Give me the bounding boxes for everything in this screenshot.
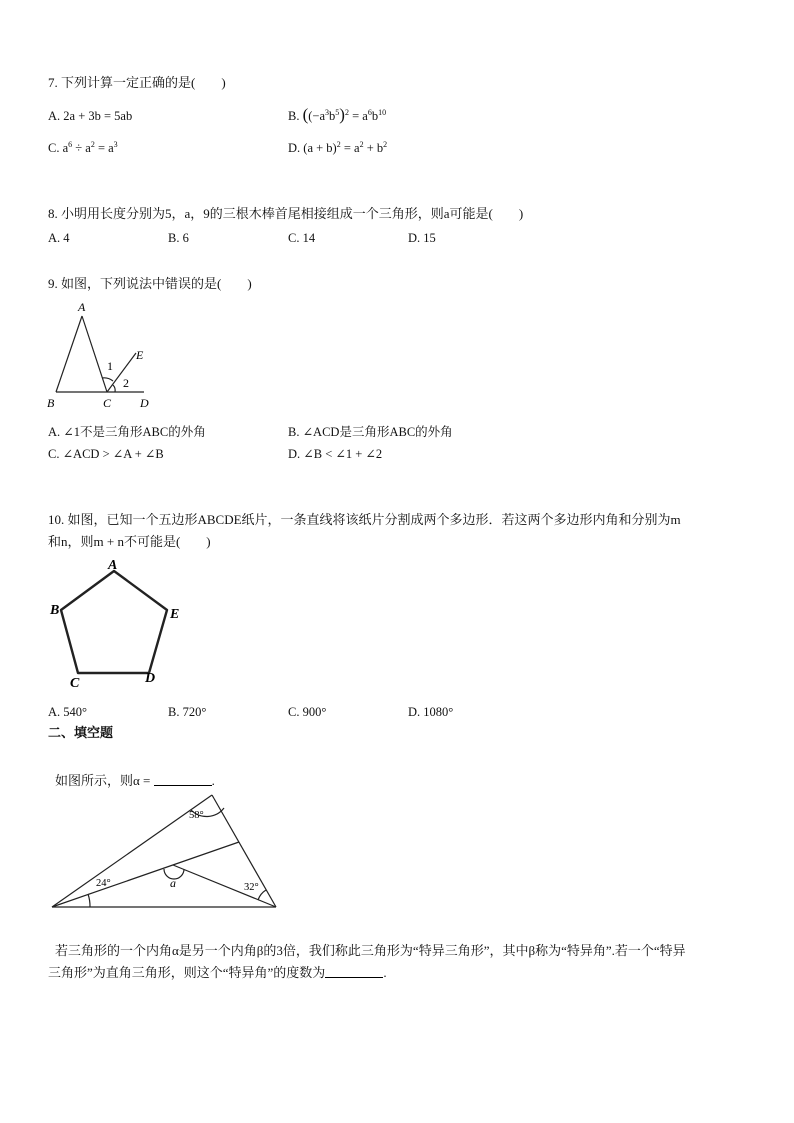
q7-option-b[interactable]: B. ($(-a^3b^5)^2 = a^6b^{10}$ (288, 105, 387, 124)
q8-option-c[interactable]: C. 14 (288, 231, 316, 245)
q10-label-c: C (70, 676, 80, 691)
q9-triangle-figure (44, 296, 164, 414)
q9-label-b: B (47, 396, 55, 410)
q10-label-a: A (108, 558, 118, 573)
q9-label-a: A (78, 300, 86, 314)
q8-option-b[interactable]: B. 6 (168, 231, 189, 245)
q9-label-d: D (140, 396, 149, 410)
q10-label-d: D (145, 671, 156, 686)
fill1-label-58: 58° (189, 810, 204, 821)
q9-segment-ac (82, 316, 107, 392)
fill1-label-24: 24° (96, 878, 111, 889)
q9-label-angle1: 1 (107, 359, 113, 373)
q7-option-a[interactable]: A. 2a + 3b = 5ab (48, 109, 133, 123)
q7-option-c[interactable]: C. $a^6 \div a^2 = a^3$ (48, 140, 118, 155)
fill1-cevian-left (52, 842, 239, 907)
section-fill-in-title: 二、填空题 (48, 726, 114, 741)
q10-label-e: E (170, 607, 180, 622)
fill1-cevian-right (173, 865, 276, 907)
fill1-stem: 如图所示，则α = . (55, 773, 215, 788)
fill2-answer-blank[interactable] (325, 965, 383, 978)
q9-option-c[interactable]: C. ∠ACD > ∠A + ∠B (48, 447, 164, 461)
q10-stem-line1: 10. 如图，已知一个五边形ABCDE纸片，一条直线将该纸片分割成两个多边形．若这两个多边形内角和分别为m (48, 512, 681, 527)
q9-label-angle2: 2 (123, 376, 129, 390)
fill2-line2: 三角形”为直角三角形，则这个“特异角”的度数为 . (48, 965, 387, 980)
q9-label-e: E (136, 348, 144, 362)
fill1-label-alpha: a (170, 876, 176, 890)
fill1-side-left (52, 795, 212, 907)
q10-stem-line2: 和n，则m + n不可能是( ) (48, 534, 211, 549)
q9-option-d[interactable]: D. ∠B < ∠1 + ∠2 (288, 447, 383, 461)
q10-option-d[interactable]: D. 1080° (408, 705, 454, 719)
q10-option-b[interactable]: B. 720° (168, 705, 207, 719)
fill1-answer-blank[interactable] (154, 773, 212, 786)
fill1-angle-left-arc (88, 894, 90, 907)
q10-pentagon-figure (44, 556, 194, 691)
q7-option-d[interactable]: D. $(a + b)^2 = a^2 + b^2$ (288, 140, 388, 155)
q8-stem: 8. 小明用长度分别为5，a，9的三根木棒首尾相接组成一个三角形，则a可能是( ) (48, 206, 524, 221)
q9-stem: 9. 如图，下列说法中错误的是( ) (48, 276, 252, 291)
q10-pentagon (61, 571, 167, 673)
q10-option-a[interactable]: A. 540° (48, 705, 88, 719)
q9-segment-ab (56, 316, 82, 392)
q8-option-a[interactable]: A. 4 (48, 231, 70, 245)
q8-option-d[interactable]: D. 15 (408, 231, 436, 245)
fill1-triangle-figure (46, 790, 286, 915)
fill1-label-32: 32° (244, 882, 259, 893)
q10-label-b: B (50, 603, 60, 618)
q9-option-a[interactable]: A. ∠1不是三角形ABC的外角 (48, 425, 206, 439)
q7-stem: 7. 下列计算一定正确的是( ) (48, 75, 226, 90)
fill2-line1: 若三角形的一个内角α是另一个内角β的3倍，我们称此三角形为“特异三角形”，其中β称为“特异角”.若一个“特异 (55, 943, 686, 958)
q9-option-b[interactable]: B. ∠ACD是三角形ABC的外角 (288, 425, 453, 439)
fill1-angle-right-arc (258, 890, 266, 900)
q9-angle2-arc (113, 385, 115, 392)
q9-label-c: C (103, 396, 112, 410)
q10-option-c[interactable]: C. 900° (288, 705, 327, 719)
